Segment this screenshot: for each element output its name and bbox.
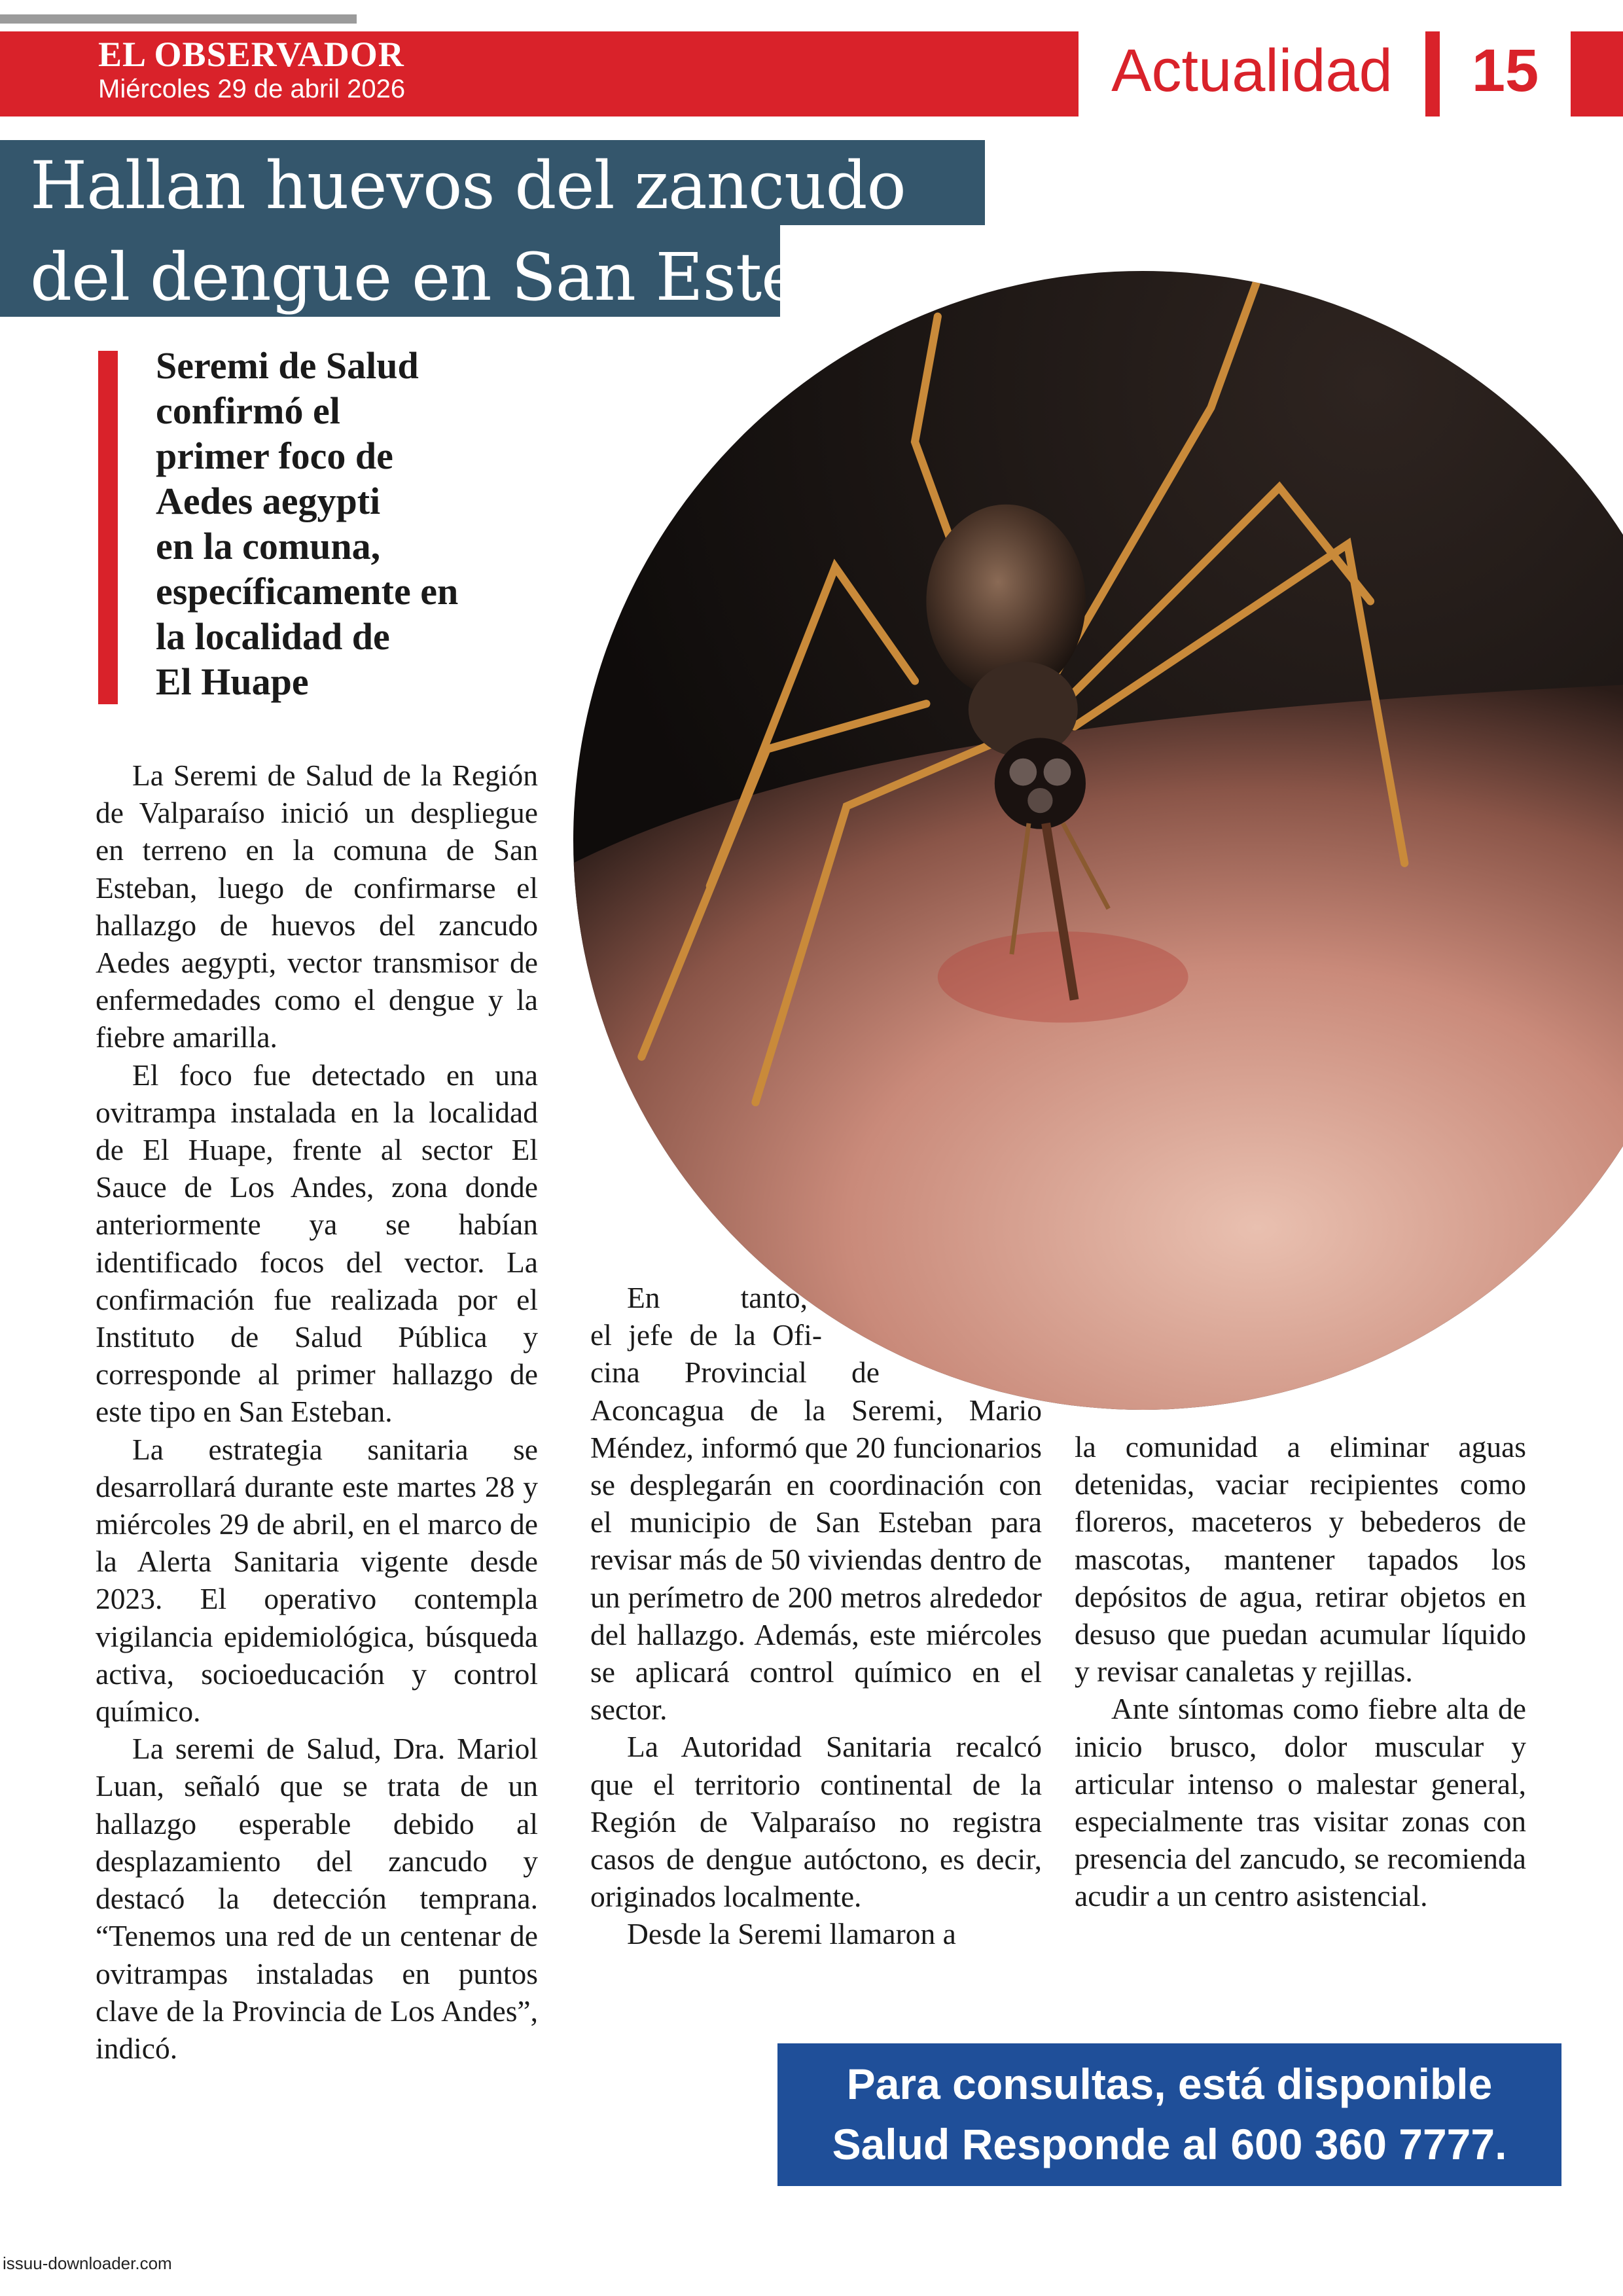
deck-accent-bar: [98, 351, 118, 704]
deck-line: Aedes aegypti: [156, 480, 381, 522]
deck-line: confirmó el: [156, 389, 340, 432]
article-paragraph: La Seremi de Salud de la Región de Valparaíso inició un despliegue en terreno en la comuna de San Esteban, luego de confirmarse el hallazgo de huevos del zancudo Aedes aegypti, vector transmisor de enfermedades como el dengue y la fiebre amarilla.: [96, 759, 538, 1054]
article-paragraph: La estrategia sanitaria se desarrollará durante este martes 28 y miércoles 29 de abril, en el marco de la Alerta Sanitaria vigente desde 2023. El operativo contempla vigilancia epidemiológica, búsqueda activa, socioeducación y control químico.: [96, 1432, 538, 1729]
deck: [156, 343, 548, 704]
deck-line: El Huape: [156, 660, 309, 703]
issue-date: Miércoles 29 de abril 2026: [98, 75, 406, 103]
article-line: En tanto,: [627, 1281, 808, 1314]
article-column-2: [590, 1279, 1042, 1953]
newspaper-name: EL OBSERVADOR: [98, 35, 404, 74]
watermark: issuu-downloader.com: [3, 2253, 172, 2273]
headline: Hallan huevos del zancudo del dengue en San Esteban: [30, 147, 921, 315]
article-line: el jefe de la Ofi-: [590, 1318, 822, 1352]
article-paragraph: El foco fue detectado en una ovitrampa instalada en la localidad de El Huape, frente al sector El Sauce de Los Andes, zona donde anteriormente ya se habían identificado focos del vector. La confirmación fue realizada por el Instituto de Salud Pública y corresponde al primer hallazgo de este tipo en San Esteban.: [96, 1058, 538, 1429]
deck-line: primer foco de: [156, 435, 393, 477]
info-line-1: Para consultas, está disponible: [846, 2060, 1493, 2108]
info-line-2: Salud Responde al 600 360 7777.: [832, 2120, 1507, 2168]
page-number: 15: [1471, 37, 1539, 104]
deck-line: específicamente en: [156, 570, 459, 613]
deck-line: la localidad de: [156, 615, 390, 658]
article-paragraph: Aconcagua de la Seremi, Mario Méndez, informó que 20 funcionarios se desplegarán en coordinación con el municipio de San Esteban para revisar más de 50 viviendas dentro de un perímetro de 200 metros alrededor del hallazgo. Además, este miércoles se aplicará control químico en el sector.: [590, 1393, 1042, 1727]
article-paragraph: La Autoridad Sanitaria recalcó que el territorio continental de la Región de Valparaíso no registra casos de dengue autóctono, es decir, originados localmente.: [590, 1730, 1042, 1914]
article-column-1: [96, 757, 538, 2067]
section-label: Actualidad: [1111, 37, 1393, 104]
article-paragraph: Ante síntomas como fiebre alta de inicio brusco, dolor muscular y articular intenso o malestar general, especialmente tras visitar zonas con presencia del zancudo, se recomienda acudir a un centro asistencial.: [1075, 1692, 1526, 1913]
article-paragraph: La seremi de Salud, Dra. Mariol Luan, señaló que se trata de un hallazgo esperable debido al desplazamiento del zancudo y destacó la detección temprana. “Tenemos una red de un centenar de ovitrampas instaladas en puntos clave de la Provincia de Los Andes”, indicó.: [96, 1732, 538, 2065]
deck-line: Seremi de Salud: [156, 344, 419, 387]
top-strip: [0, 14, 357, 24]
article-column-3: [1075, 1428, 1526, 1915]
deck-line: en la comuna,: [156, 525, 381, 567]
article-paragraph: Desde la Seremi llamaron a: [627, 1917, 956, 1951]
article-line: cina Provincial de: [590, 1355, 880, 1390]
mosquito-illustration: [573, 271, 1623, 1410]
info-box-text: [777, 2054, 1561, 2174]
mosquito-photo: [573, 271, 1623, 1410]
article-paragraph: la comunidad a eliminar aguas detenidas, vaciar recipientes como floreros, maceteros y bebederos de mascotas, mantener tapados los depósitos de agua, retirar objetos en desuso que puedan acumular líquido y revisar canaletas y rejillas.: [1075, 1430, 1526, 1689]
